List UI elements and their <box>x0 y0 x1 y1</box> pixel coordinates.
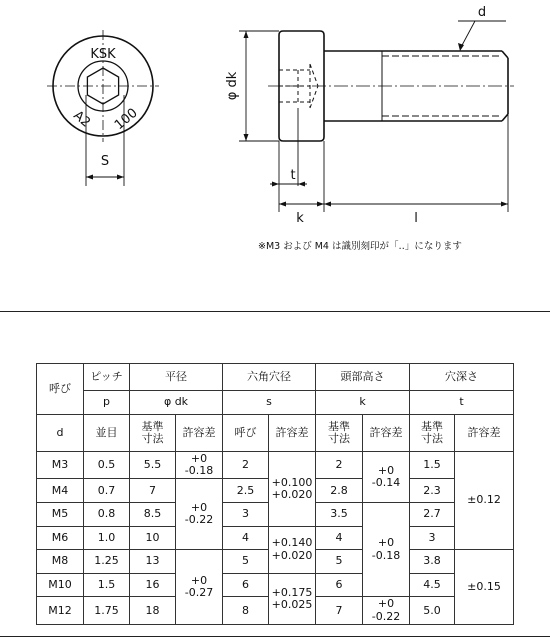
cell-s: 2.5 <box>223 479 269 503</box>
cell-p: 0.8 <box>84 503 130 527</box>
cell-d: M10 <box>37 573 84 597</box>
header-head-height: 頭部高さ <box>316 364 410 391</box>
cell-s: 5 <box>223 550 269 574</box>
dim-dk-label: φ dk <box>225 71 240 101</box>
cell-k-tolerance: +0 -0.14 <box>363 451 410 502</box>
cell-dk: 16 <box>130 573 176 597</box>
cell-p: 1.75 <box>84 597 130 625</box>
cell-k: 2 <box>316 451 363 479</box>
cell-dk-tolerance: +0 -0.18 <box>176 451 223 479</box>
dimension-arrows <box>244 31 509 207</box>
cell-t: 5.0 <box>410 597 455 625</box>
cell-dk-tolerance: +0 -0.27 <box>176 550 223 625</box>
cell-s: 2 <box>223 451 269 479</box>
cell-p: 1.5 <box>84 573 130 597</box>
symbol-pitch: p <box>84 390 130 415</box>
subheader-dk-base: 基準 寸法 <box>130 415 176 451</box>
subheader-k-tolerance: 許容差 <box>363 415 410 451</box>
cell-s: 4 <box>223 526 269 550</box>
head-marking-lower-left: A2 <box>70 108 94 131</box>
bolt-side-view <box>239 21 514 212</box>
header-row-sub <box>37 415 514 451</box>
subheader-t-base: 基準 寸法 <box>410 415 455 451</box>
cell-d: M8 <box>37 550 84 574</box>
header-diameter: 平径 <box>130 364 223 391</box>
cell-p: 1.0 <box>84 526 130 550</box>
header-row-symbols <box>37 390 514 415</box>
subheader-s-call: 呼び <box>223 415 269 451</box>
cell-p: 0.5 <box>84 451 130 479</box>
bottom-divider <box>0 636 550 637</box>
cell-s: 8 <box>223 597 269 625</box>
cell-t-tolerance: ±0.15 <box>455 550 514 625</box>
cell-k: 5 <box>316 550 363 574</box>
cell-k: 4 <box>316 526 363 550</box>
cell-dk: 5.5 <box>130 451 176 479</box>
head-marking-lower-right: 100 <box>111 105 141 134</box>
header-hole-depth: 穴深さ <box>410 364 514 391</box>
section-divider <box>0 311 550 312</box>
table-row <box>37 451 514 479</box>
table-row <box>37 526 514 550</box>
symbol-diameter: φ dk <box>130 390 223 415</box>
cell-s-tolerance: +0.140 +0.020 <box>269 526 316 573</box>
symbol-call: d <box>37 415 84 451</box>
cell-dk: 13 <box>130 550 176 574</box>
table-row <box>37 573 514 597</box>
cell-t: 1.5 <box>410 451 455 479</box>
marking-note: ※M3 および M4 は識別刻印が「‥」になります <box>258 241 462 252</box>
cell-dk: 7 <box>130 479 176 503</box>
bolt-technical-drawing <box>0 0 550 300</box>
subheader-t-tolerance: 許容差 <box>455 415 514 451</box>
dim-t-label: t <box>290 168 296 183</box>
cell-s: 6 <box>223 573 269 597</box>
cell-t: 2.3 <box>410 479 455 503</box>
subheader-s-tolerance: 許容差 <box>269 415 316 451</box>
header-pitch: ピッチ <box>84 364 130 391</box>
header-row-names <box>37 364 514 391</box>
dim-k-label: k <box>296 211 304 226</box>
cell-t: 2.7 <box>410 503 455 527</box>
symbol-hole-depth: t <box>410 390 514 415</box>
header-call: 呼び <box>37 364 84 415</box>
cell-k: 3.5 <box>316 503 363 527</box>
subheader-dk-tolerance: 許容差 <box>176 415 223 451</box>
symbol-head-height: k <box>316 390 410 415</box>
cell-t: 4.5 <box>410 573 455 597</box>
subheader-k-base: 基準 寸法 <box>316 415 363 451</box>
cell-k-tolerance: +0 -0.22 <box>363 597 410 625</box>
symbol-hex-hole: s <box>223 390 316 415</box>
cell-k-tolerance: +0 -0.18 <box>363 503 410 597</box>
cell-d: M4 <box>37 479 84 503</box>
cell-t: 3.8 <box>410 550 455 574</box>
cell-t-tolerance: ±0.12 <box>455 451 514 549</box>
header-hex-hole: 六角穴径 <box>223 364 316 391</box>
dim-s-label: S <box>100 154 110 169</box>
cell-p: 1.25 <box>84 550 130 574</box>
cell-k: 7 <box>316 597 363 625</box>
cell-d: M12 <box>37 597 84 625</box>
subheader-pitch-coarse: 並目 <box>84 415 130 451</box>
cell-d: M5 <box>37 503 84 527</box>
cell-dk: 10 <box>130 526 176 550</box>
cell-dk: 8.5 <box>130 503 176 527</box>
cell-k: 6 <box>316 573 363 597</box>
cell-dk: 18 <box>130 597 176 625</box>
cell-d: M3 <box>37 451 84 479</box>
head-marking: KSK <box>90 47 116 62</box>
cell-t: 3 <box>410 526 455 550</box>
cell-s: 3 <box>223 503 269 527</box>
cell-dk-tolerance: +0 -0.22 <box>176 479 223 550</box>
cell-s-tolerance: +0.175 +0.025 <box>269 573 316 624</box>
dim-l-label: l <box>414 211 418 226</box>
cell-s-tolerance: +0.100 +0.020 <box>269 451 316 526</box>
cell-k: 2.8 <box>316 479 363 503</box>
cell-d: M6 <box>37 526 84 550</box>
cell-p: 0.7 <box>84 479 130 503</box>
dim-d-label: d <box>477 5 487 20</box>
dimension-table <box>36 363 514 625</box>
